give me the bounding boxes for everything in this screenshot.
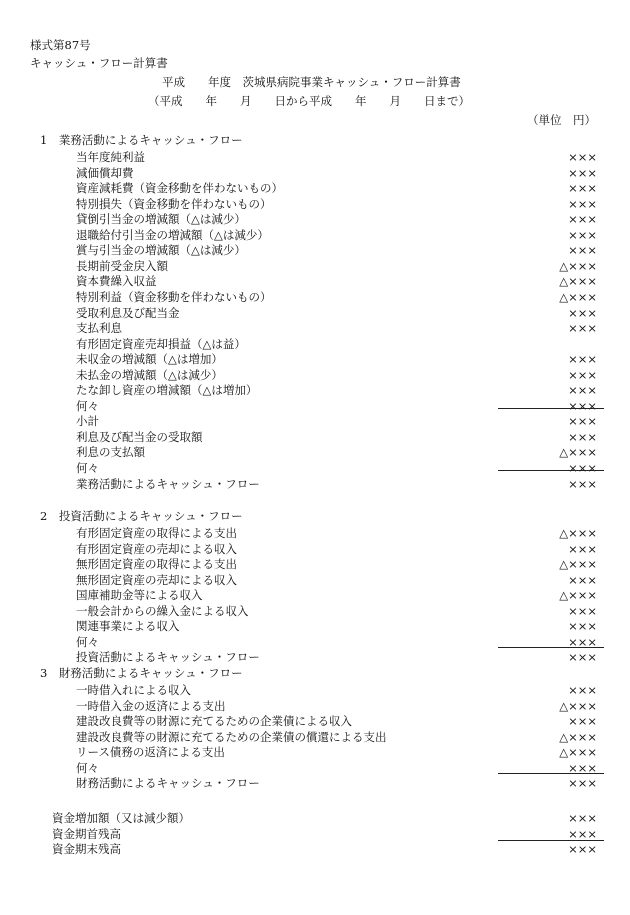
operating-item-value: ××× xyxy=(568,212,597,226)
investing-item-value: ××× xyxy=(568,650,597,664)
operating-item-value: ××× xyxy=(568,166,597,180)
operating-item-label: たな卸し資産の増減額（△は増加） xyxy=(76,383,258,397)
operating-item-label: 利息及び配当金の受取額 xyxy=(76,430,203,444)
operating-item-value: ××× xyxy=(568,243,597,257)
financing-heading: 3 財務活動によるキャッシュ・フロー xyxy=(40,666,243,680)
investing-item-label: 国庫補助金等による収入 xyxy=(76,588,203,602)
operating-item-label: 未払金の増減額（△は減少） xyxy=(76,368,223,382)
operating-item-value: △××× xyxy=(559,259,597,273)
operating-heading: 1 業務活動によるキャッシュ・フロー xyxy=(40,133,243,147)
financing-item-value: ××× xyxy=(568,776,597,790)
operating-item-value: ××× xyxy=(568,414,597,428)
financing-item-label: リース債務の返済による支出 xyxy=(76,745,225,759)
financing-item-label: 建設改良費等の財源に充てるための企業債の償還による支出 xyxy=(76,730,387,744)
operating-item-label: 利息の支払額 xyxy=(76,445,145,459)
operating-item-label: 何々 xyxy=(76,461,99,475)
operating-item-label: 小計 xyxy=(76,414,99,428)
investing-item-value: ××× xyxy=(568,542,597,556)
operating-item-value: ××× xyxy=(568,228,597,242)
summary-item-value: ××× xyxy=(568,842,597,856)
summary-item-label: 資金期末残高 xyxy=(52,842,121,856)
financing-item-label: 何々 xyxy=(76,761,99,775)
summary-total-rule xyxy=(498,840,604,841)
operating-item-value: △××× xyxy=(559,290,597,304)
operating-item-label: 何々 xyxy=(76,399,99,413)
investing-item-label: 投資活動によるキャッシュ・フロー xyxy=(76,650,260,664)
operating-item-label: 特別損失（資金移動を伴わないもの） xyxy=(76,197,272,211)
investing-item-label: 有形固定資産の売却による収入 xyxy=(76,542,237,556)
investing-heading: 2 投資活動によるキャッシュ・フロー xyxy=(40,509,243,523)
summary-item-value: ××× xyxy=(568,827,597,841)
operating-item-label: 有形固定資産売却損益（△は益） xyxy=(76,337,246,351)
summary-item-value: ××× xyxy=(568,811,597,825)
financing-item-value: ××× xyxy=(568,714,597,728)
operating-subtotal-rule xyxy=(498,408,604,409)
statement-title: 平成 年度 茨城県病院事業キャッシュ・フロー計算書 xyxy=(162,75,461,89)
investing-item-value: ××× xyxy=(568,604,597,618)
operating-item-value: ××× xyxy=(568,477,597,491)
operating-item-value: ××× xyxy=(568,461,597,475)
operating-item-label: 業務活動によるキャッシュ・フロー xyxy=(76,477,260,491)
document-title: キャッシュ・フロー計算書 xyxy=(30,56,168,70)
operating-item-value: △××× xyxy=(559,445,597,459)
financing-item-value: ××× xyxy=(568,761,597,775)
investing-item-value: △××× xyxy=(559,588,597,602)
operating-item-label: 退職給付引当金の増減額（△は減少） xyxy=(76,228,269,242)
financing-item-value: △××× xyxy=(559,745,597,759)
operating-item-value: ××× xyxy=(568,150,597,164)
investing-item-label: 何々 xyxy=(76,635,99,649)
operating-item-value: ××× xyxy=(568,430,597,444)
investing-item-label: 一般会計からの繰入金による収入 xyxy=(76,604,249,618)
summary-item-label: 資金増加額（又は減少額） xyxy=(52,811,190,825)
operating-item-value: ××× xyxy=(568,368,597,382)
operating-item-label: 未収金の増減額（△は増加） xyxy=(76,352,223,366)
operating-item-label: 賞与引当金の増減額（△は減少） xyxy=(76,243,246,257)
operating-item-value: △××× xyxy=(559,274,597,288)
investing-total-rule xyxy=(498,647,604,648)
operating-item-value: ××× xyxy=(568,306,597,320)
operating-item-value: ××× xyxy=(568,352,597,366)
unit-label: （単位 円） xyxy=(527,113,596,127)
financing-total-rule xyxy=(498,773,604,774)
operating-item-value: ××× xyxy=(568,197,597,211)
operating-item-label: 当年度純利益 xyxy=(76,150,145,164)
financing-item-label: 財務活動によるキャッシュ・フロー xyxy=(76,776,260,790)
operating-item-label: 受取利息及び配当金 xyxy=(76,306,180,320)
operating-item-label: 長期前受金戻入額 xyxy=(76,259,168,273)
investing-item-value: △××× xyxy=(559,526,597,540)
financing-item-value: △××× xyxy=(559,699,597,713)
financing-item-label: 一時借入れによる収入 xyxy=(76,683,191,697)
operating-item-value: ××× xyxy=(568,383,597,397)
summary-item-label: 資金期首残高 xyxy=(52,827,121,841)
form-number: 様式第87号 xyxy=(30,38,91,52)
operating-total-rule xyxy=(498,470,604,471)
operating-item-value: ××× xyxy=(568,181,597,195)
operating-item-label: 資本費繰入収益 xyxy=(76,274,157,288)
operating-item-label: 支払利息 xyxy=(76,321,122,335)
financing-item-label: 一時借入金の返済による支出 xyxy=(76,699,226,713)
investing-item-value: ××× xyxy=(568,573,597,587)
investing-item-value: △××× xyxy=(559,557,597,571)
operating-item-label: 特別利益（資金移動を伴わないもの） xyxy=(76,290,272,304)
operating-item-value: ××× xyxy=(568,321,597,335)
financing-item-label: 建設改良費等の財源に充てるための企業債による収入 xyxy=(76,714,352,728)
investing-item-label: 有形固定資産の取得による支出 xyxy=(76,526,237,540)
financing-item-value: △××× xyxy=(559,730,597,744)
investing-item-label: 無形固定資産の取得による支出 xyxy=(76,557,237,571)
investing-item-value: ××× xyxy=(568,635,597,649)
investing-item-label: 関連事業による収入 xyxy=(76,619,180,633)
operating-item-label: 貸倒引当金の増減額（△は減少） xyxy=(76,212,246,226)
investing-item-label: 無形固定資産の売却による収入 xyxy=(76,573,237,587)
operating-item-label: 減価償却費 xyxy=(76,166,134,180)
financing-item-value: ××× xyxy=(568,683,597,697)
operating-item-label: 資産減耗費（資金移動を伴わないもの） xyxy=(76,181,283,195)
investing-item-value: ××× xyxy=(568,619,597,633)
operating-item-value: ××× xyxy=(568,399,597,413)
statement-period: （平成 年 月 日から平成 年 月 日まで） xyxy=(148,94,470,108)
